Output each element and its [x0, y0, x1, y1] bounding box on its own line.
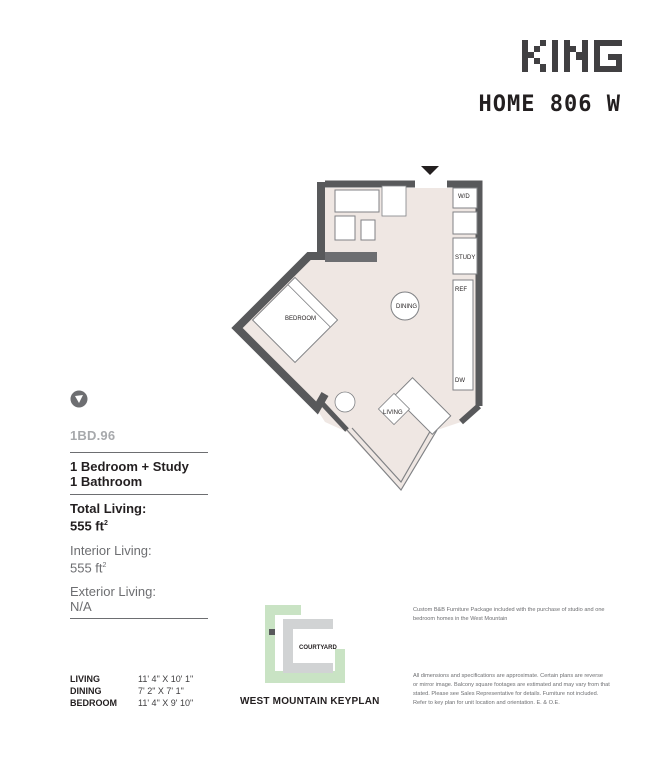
- dining-label: DINING: [396, 304, 417, 310]
- armchair: [335, 392, 355, 412]
- dw-label: DW: [455, 378, 465, 384]
- king-logo: [520, 38, 624, 74]
- living-label: LIVING: [383, 410, 403, 416]
- exterior-living-label: Exterior Living:: [70, 584, 156, 599]
- furniture-note: Custom B&B Furniture Package included with the purchase of studio and one bedroom homes in the West Mountain: [413, 607, 605, 622]
- entry-marker-icon: [421, 166, 439, 175]
- dimension-row: LIVING 11' 4" X 10' 1": [70, 674, 194, 684]
- keyplan-title: WEST MOUNTAIN KEYPLAN: [240, 696, 380, 707]
- wd-label: W/D: [458, 194, 470, 200]
- total-living-label: Total Living:: [70, 501, 147, 516]
- home-title-text: HOME 806 W: [478, 92, 621, 116]
- room-dimensions: [70, 673, 193, 709]
- ref-label: REF: [455, 287, 467, 293]
- interior-living-value: 555 $ft^2$: [70, 560, 107, 576]
- courtyard-label: COURTYARD: [299, 645, 337, 651]
- divider: [70, 494, 208, 495]
- study-label: STUDY: [455, 255, 476, 261]
- exterior-living-value: N/A: [70, 599, 92, 614]
- keyplan-map: [265, 605, 345, 683]
- divider: [70, 618, 208, 619]
- unit-type-line1: 1 Bedroom + Study: [70, 459, 189, 474]
- home-title: [470, 90, 622, 116]
- divider: [70, 452, 208, 453]
- dimension-row: DINING 7' 2" X 7' 1": [70, 686, 184, 696]
- bedroom-label: BEDROOM: [285, 316, 317, 322]
- disclaimer-note: All dimensions and specifications are approximate. Certain plans are reverse or mirror image. Balcony square footages are estimated and may vary from that stated. Please see Sales Representative for details. Furniture not included. Refer to key plan for unit location and orientation. E. & O.E.: [413, 673, 610, 706]
- total-living-value: 555 $ft^2$: [70, 518, 108, 534]
- floor-plan: [225, 160, 495, 500]
- unit-code: 1BD.96: [70, 428, 116, 443]
- dimension-row: BEDROOM 11' 4" X 9' 10": [70, 698, 194, 708]
- unit-type-line2: 1 Bathroom: [70, 474, 143, 489]
- interior-living-label: Interior Living:: [70, 543, 152, 558]
- north-arrow-icon: [70, 390, 88, 408]
